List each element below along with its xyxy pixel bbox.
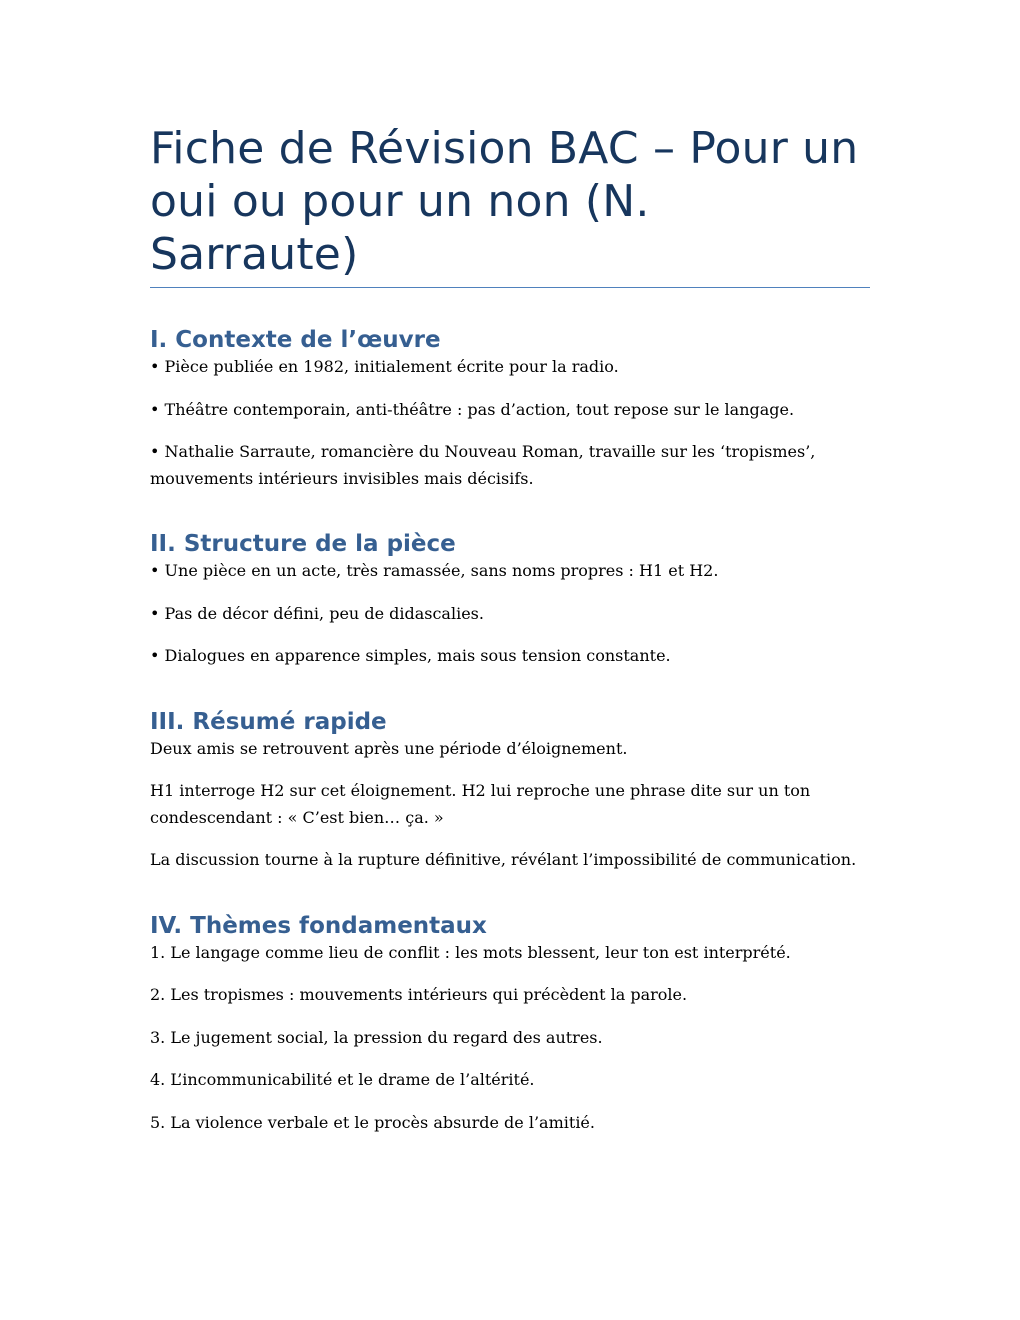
bullet-paragraph: • Théâtre contemporain, anti-théâtre : pas d’action, tout repose sur le langage.: [150, 399, 795, 419]
summary-paragraph: Deux amis se retrouvent après une période d’éloignement.: [150, 738, 628, 758]
bullet-paragraph: • Dialogues en apparence simples, mais sous tension constante.: [150, 646, 671, 665]
section-heading: II. Structure de la pièce: [150, 531, 456, 557]
summary-paragraph: H1 interroge H2 sur cet éloignement. H2 lui reproche une phrase dite sur un ton condescendant : « C’est bien… ça. »: [150, 781, 811, 827]
document-title: Fiche de Révision BAC – Pour un oui ou pour un non (N. Sarraute): [150, 122, 870, 288]
section-context: [150, 326, 870, 492]
bullet-paragraph: • Pas de décor défini, peu de didascalies.: [150, 603, 484, 623]
bullet-paragraph: • Une pièce en un acte, très ramassée, sans noms propres : H1 et H2.: [150, 561, 719, 580]
section-heading: IV. Thèmes fondamentaux: [150, 912, 487, 939]
section-heading: III. Résumé rapide: [150, 708, 387, 735]
numbered-item: 3. Le jugement social, la pression du regard des autres.: [150, 1027, 603, 1047]
numbered-item: 5. La violence verbale et le procès absurde de l’amitié.: [150, 1112, 595, 1132]
numbered-item: 1. Le langage comme lieu de conflit : les mots blessent, leur ton est interprété.: [150, 942, 791, 962]
bullet-paragraph: • Pièce publiée en 1982, initialement écrite pour la radio.: [150, 357, 619, 376]
document-page: [150, 122, 870, 1136]
section-themes: [150, 912, 870, 1137]
numbered-item: 2. Les tropismes : mouvements intérieurs qui précèdent la parole.: [150, 985, 688, 1004]
section-structure: [150, 530, 870, 670]
summary-paragraph: La discussion tourne à la rupture définitive, révélant l’impossibilité de communication.: [150, 850, 857, 869]
numbered-item: 4. L’incommunicabilité et le drame de l’altérité.: [150, 1070, 535, 1089]
bullet-paragraph: • Nathalie Sarraute, romancière du Nouveau Roman, travaille sur les ‘tropismes’, mouvements intérieurs invisibles mais décisifs.: [150, 442, 816, 488]
section-heading: I. Contexte de l’œuvre: [150, 327, 441, 353]
section-summary: [150, 708, 870, 874]
